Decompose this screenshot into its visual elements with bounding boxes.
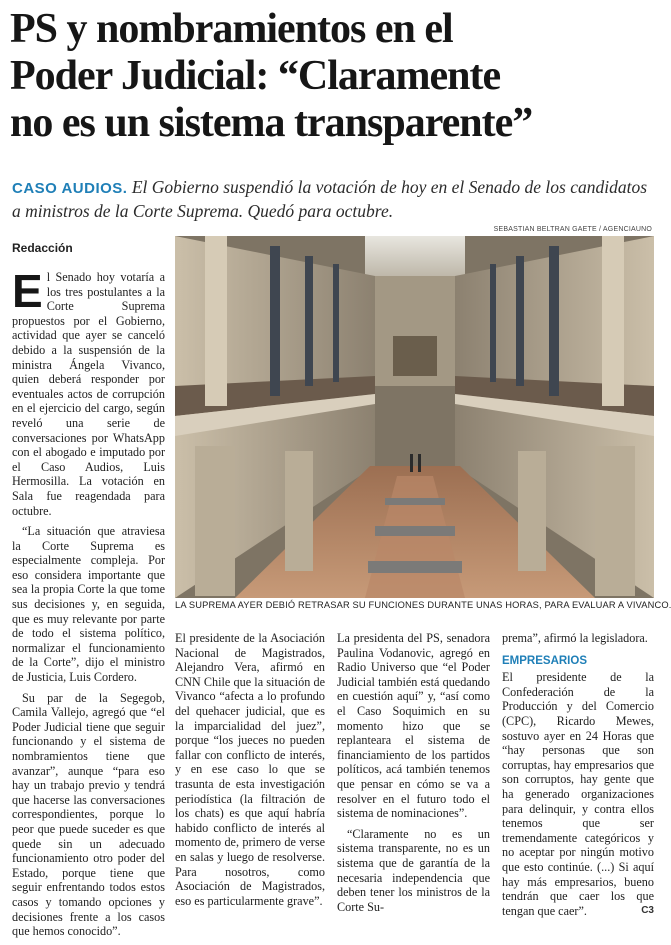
column-1-paragraph-2: “La situación que atraviesa la Corte Suprema es especialmente compleja. Por eso considera importante que sea la propia Corte la que tome sus decisiones y, en seguida, que es muy relevante por parte de todo el sistema político, normalizar el funcionamiento de la Corte”, dijo el ministro de Justicia, Luis Cordero.	[12, 524, 165, 685]
column-3-paragraph-1: La presidenta del PS, senadora Paulina Vodanovic, agregó en Radio Universo que “el Poder Judicial también está quedando en cuestión aquí” y, “así como el Caso Soquimich en su momento hizo que se replanteara el sistema de financiamiento de los partidos políticos, acá también tenemos que pensar en cómo se va a resolver en el futuro todo el sistema de nominaciones”.	[337, 631, 490, 821]
column-4-paragraph-1: prema”, afirmó la legisladora.	[502, 631, 648, 645]
article-column-3	[337, 631, 490, 920]
headline-line-2: Poder Judicial: “Claramente	[10, 53, 501, 99]
article-column-2	[175, 631, 325, 914]
drop-cap: E	[12, 265, 43, 317]
headline-line-1: PS y nombramientos en el	[10, 6, 453, 52]
court-hall-illustration	[175, 236, 654, 598]
column-3-paragraph-2: “Claramente no es un sistema transparente, no es un sistema que de garantía de la necesaria independencia que deben tener los ministros de la Corte Su-	[337, 826, 490, 914]
article-column-4	[502, 631, 654, 924]
column-1-paragraph-1-text: l Senado hoy votaría a los tres postulantes a la Corte Suprema propuestos por el Gobierno, actividad que ayer se canceló debido a la suspensión de la ministra Ángela Vivanco, quien deberá responder por eventuales actos de corrupción en el ejercicio del cargo, según reveló una serie de conversaciones por WhatsApp con el abogado e imputado por el Caso Audios, Luis Hermosilla. La votación en Sala fue reagendada para octubre.	[12, 270, 165, 518]
headline	[10, 6, 658, 147]
court-hall-photo	[175, 236, 654, 598]
column-4-paragraph-2	[502, 670, 654, 918]
photo-caption: LA SUPREMA AYER DEBIÓ RETRASAR SU FUNCIONES DURANTE UNAS HORAS, PARA EVALUAR A VIVANCO.	[175, 600, 671, 610]
column-1-paragraph-3: Su par de la Segegob, Camila Vallejo, agregó que “el Poder Judicial tiene que seguir funcionando y el sistema de nombramientos tiene que avanzar”, aunque “para eso hay un trabajo previo y tendrá que hacerse las conversaciones correspondientes, porque lo peor que puede suceder es que quede sin un adecuado funcionamiento otro poder del Estado, porque tiene que seguir enfrentando todos estos casos y tomando opciones y decisiones frente a los casos que hemos conocido”.	[12, 690, 165, 939]
photo-credit: SEBASTIAN BELTRAN GAETE / AGENCIAUNO	[493, 226, 652, 233]
headline-line-3: no es un sistema transparente”	[10, 100, 533, 146]
deck-kicker: CASO AUDIOS.	[12, 180, 128, 197]
deck	[12, 176, 652, 222]
column-4-paragraph-2-text: El presidente de la Confederación de la Producción y del Comercio (CPC), Ricardo Mewes, sostuvo ayer en 24 Horas que “hay personas que son corruptas, hay empresarios que son corruptos, hay gente que ha generado organizaciones para delinquir, y contra ellos tenemos que ser tremendamente categóricos y no aceptar por ningún motivo que esto continúe. (...) Si aquí hay más empresarios, bueno tendrán que caer los que tengan que caer”.	[502, 670, 654, 918]
column-1-paragraph-1	[12, 265, 165, 518]
deck-text: El Gobierno suspendió la votación de hoy en el Senado de los candidatos a ministros de la Corte Suprema. Quedó para octubre.	[12, 177, 648, 221]
column-2-paragraph-1: El presidente de la Asociación Nacional de Magistrados, Alejandro Vera, afirmó en CNN Chile que la situación de Vivanco “afecta a lo profundo del quehacer judicial, que es la imparcialidad del juez”, porque “los jueces no pueden fallar con conflicto de interés, y en ese caso lo que se trasunta de esta investigación periodística (la filtración de los chats) es que aquí habría habido conflicto de interés al momento de, primero de verse en salas y luego de resolverse. Para nosotros, como Asociación de Magistrados, eso es particularmente grave”.	[175, 631, 325, 908]
end-mark: C3	[641, 904, 654, 916]
article-column-1	[12, 265, 165, 945]
byline: Redacción	[12, 241, 73, 255]
subhead-empresarios: EMPRESARIOS	[502, 654, 587, 667]
